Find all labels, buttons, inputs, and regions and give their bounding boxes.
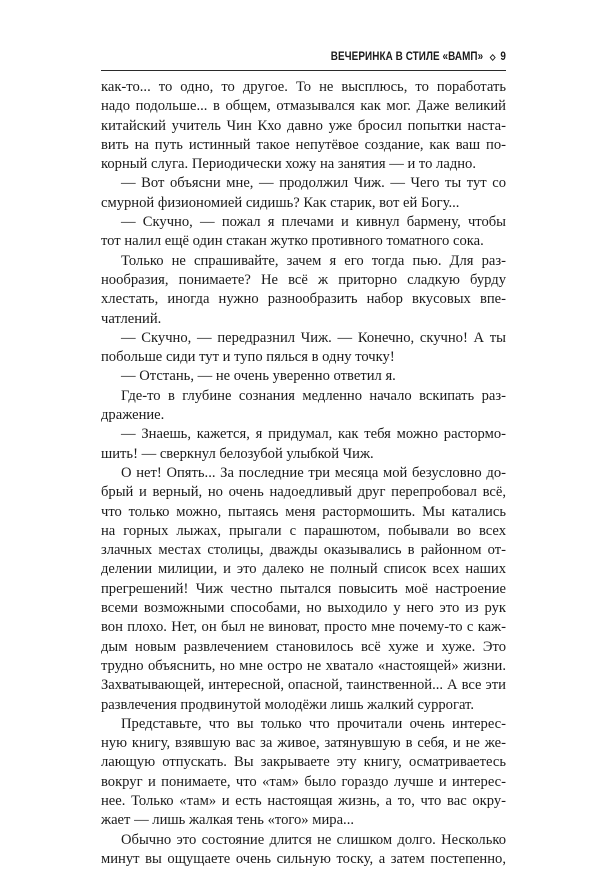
text-line: злачных местах столицы, дважды оказывались в районном от- — [101, 542, 506, 559]
text-line: нее. Только «там» и есть настоящая жизнь, а то, что вас окру- — [101, 792, 506, 809]
text-line: что только можно, пытаясь меня растормошить. Мы катались — [101, 503, 506, 520]
text-line: — Вот объясни мне, — продолжил Чиж. — Чего ты тут со — [121, 175, 506, 192]
text-line: побольше сиди тут и тупо пялься в одну точку! — [101, 349, 395, 366]
text-line: ную книгу, взявшую вас за живое, затянувшую в себя, и не же- — [101, 735, 506, 752]
text-line: надо подольше... в общем, отмазывался как мог. Даже великий — [101, 98, 506, 115]
text-line: развлечения продвинутой молодёжи лишь жалкий суррогат. — [101, 696, 474, 713]
text-line: вить на путь истинный такое непутёвое создание, как ваш по- — [101, 136, 506, 153]
text-line: Захватывающей, интересной, опасной, таинственной... А все эти — [101, 677, 506, 694]
body-text — [101, 78, 506, 869]
running-head — [158, 47, 506, 67]
page-number: 9 — [500, 51, 506, 63]
text-line: как-то... то одно, то другое. То не высплюсь, то поработать — [101, 79, 506, 95]
text-line: вокруг и понимаете, что «там» было гораздо лучше и интерес- — [101, 773, 506, 790]
text-line: Обычно это состояние длится не слишком долго. Несколько — [121, 831, 506, 848]
text-line: жает — лишь жалкая тень «того» мира... — [101, 812, 354, 829]
text-line: минут вы ощущаете очень сильную тоску, а затем постепенно, — [101, 850, 506, 867]
header-rule — [101, 70, 506, 71]
text-line: — Знаешь, кажется, я придумал, как тебя можно растормо- — [121, 426, 506, 443]
text-line: Представьте, что вы только что прочитали очень интерес- — [121, 715, 506, 732]
text-line: — Скучно, — передразнил Чиж. — Конечно, скучно! А ты — [121, 329, 506, 346]
text-line: — Отстань, — не очень уверенно ответил я. — [121, 368, 396, 385]
text-line: хлестать, иногда нужно разнообразить набор вкусовых впе- — [101, 291, 506, 308]
text-line: лающую отпускать. Вы закрываете эту книгу, осматриваетесь — [101, 754, 506, 771]
text-line: всеми возможными способами, но выходило у него это из рук — [101, 600, 506, 617]
text-line: китайский учитель Чин Кхо давно уже бросил попытки наста- — [101, 117, 506, 134]
text-line: Только не спрашивайте, зачем я его тогда пью. Для раз- — [121, 252, 506, 269]
text-line: трудно объяснить, но мне остро не хватало «настоящей» жизни. — [101, 657, 506, 674]
text-line: — Скучно, — пожал я плечами и кивнул бармену, чтобы — [121, 214, 506, 231]
diamond-separator-icon — [489, 53, 495, 60]
text-line: корный слуга. Периодически хожу на занятия — и то ладно. — [101, 156, 476, 173]
text-line: Где-то в глубине сознания медленно начало вскипать раз- — [121, 387, 506, 404]
text-line: делении милиции, и это далеко не полный список всех наших — [101, 561, 506, 578]
text-line: О нет! Опять... За последние три месяца мой безусловно до- — [121, 464, 506, 481]
text-line: тот налил ещё один стакан жутко противного томатного сока. — [101, 233, 484, 250]
text-line: вон плохо. Нет, он был не виноват, просто мне почему-то с каж- — [101, 619, 506, 636]
text-line: прегрешений! Чиж честно пытался повысить моё настроение — [101, 580, 506, 597]
running-head-title: ВЕЧЕРИНКА В СТИЛЕ «ВАМП» — [330, 51, 484, 63]
text-line: смурной физиономией сидишь? Как старик, вот ей Богу... — [101, 194, 460, 211]
text-line: дым новым развлечением становилось всё хуже и хуже. Это — [101, 638, 506, 655]
text-line: дражение. — [101, 407, 165, 424]
text-line: на горных лыжах, прыгали с парашютом, побывали во всех — [101, 522, 506, 539]
text-line: нообразия, понимаете? Не всё ж приторно сладкую бурду — [101, 271, 506, 288]
text-line: брый и верный, но очень надоедливый друг перепробовал всё, — [101, 484, 506, 501]
text-line: шить! — сверкнул белозубой улыбкой Чиж. — [101, 445, 374, 462]
text-line: чатлений. — [101, 310, 162, 327]
